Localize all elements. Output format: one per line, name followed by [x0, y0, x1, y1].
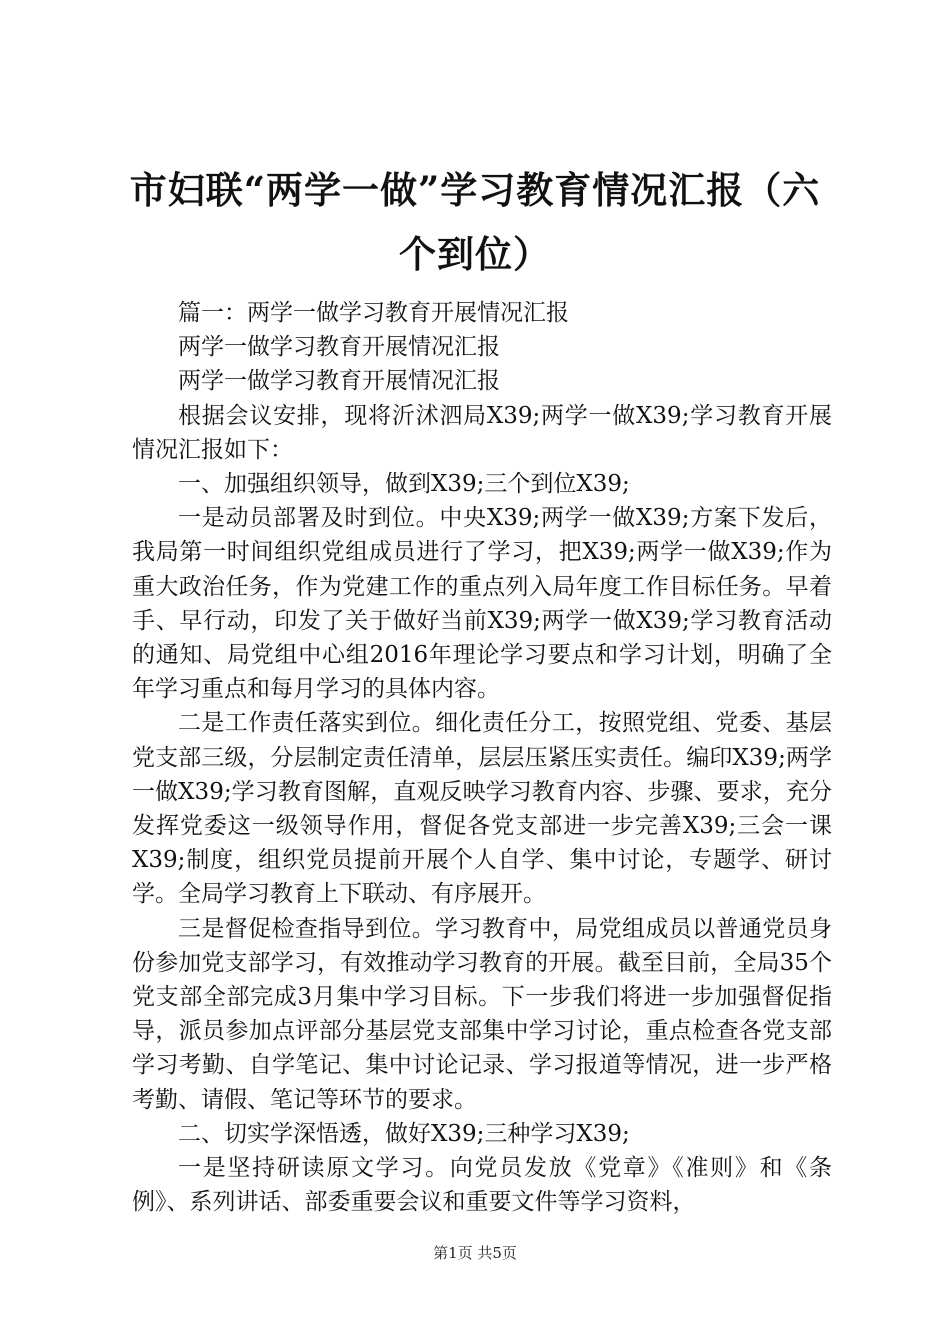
paragraph: 两学一做学习教育开展情况汇报 — [178, 334, 500, 361]
page-number-footer: 第1页 共5页 — [433, 1244, 517, 1262]
paragraph: 三是督促检查指导到位。学习教育中，局党组成员以普通党员身份参加党支部学习，有效推动学习教育的开展。截至目前，全局35个党支部全部完成3月集中学习目标。下一步我们将进一步加强督促指导，派员参加点评部分基层党支部集中学习讨论，重点检查各党支部学习考勤、自学笔记、集中讨论记录、学习报道等情况，进一步严格考勤、请假、笔记等环节的要求。 — [132, 915, 832, 1113]
paragraph: 二、切实学深悟透，做好X39;三种学习X39; — [178, 1120, 630, 1147]
paragraph: 两学一做学习教育开展情况汇报 — [178, 368, 500, 395]
document-body — [132, 296, 832, 1219]
document-title: 市妇联“两学一做”学习教育情况汇报（六个到位） — [129, 168, 821, 276]
paragraph: 根据会议安排，现将沂沭泗局X39;两学一做X39;学习教育开展情况汇报如下： — [132, 402, 832, 463]
paragraph: 篇一：两学一做学习教育开展情况汇报 — [178, 300, 569, 326]
paragraph: 一是动员部署及时到位。中央X39;两学一做X39;方案下发后，我局第一时间组织党组成员进行了学习，把X39;两学一做X39;作为重大政治任务，作为党建工作的重点列入局年度工作目标任务。早着手、早行动，印发了关于做好当前X39;两学一做X39;学习教育活动的通知、局党组中心组2016年理论学习要点和学习计划，明确了全年学习重点和每月学习的具体内容。 — [132, 505, 832, 703]
paragraph: 一是坚持研读原文学习。向党员发放《党章》《准则》和《条例》、系列讲话、部委重要会议和重要文件等学习资料， — [132, 1155, 832, 1216]
paragraph: 一、加强组织领导，做到X39;三个到位X39; — [178, 471, 630, 498]
paragraph: 二是工作责任落实到位。细化责任分工，按照党组、党委、基层党支部三级，分层制定责任清单，层层压紧压实责任。编印X39;两学一做X39;学习教育图解，直观反映学习教育内容、步骤、要求，充分发挥党委这一级领导作用，督促各党支部进一步完善X39;三会一课X39;制度，组织党员提前开展个人自学、集中讨论，专题学、研讨学。全局学习教育上下联动、有序展开。 — [132, 710, 832, 908]
